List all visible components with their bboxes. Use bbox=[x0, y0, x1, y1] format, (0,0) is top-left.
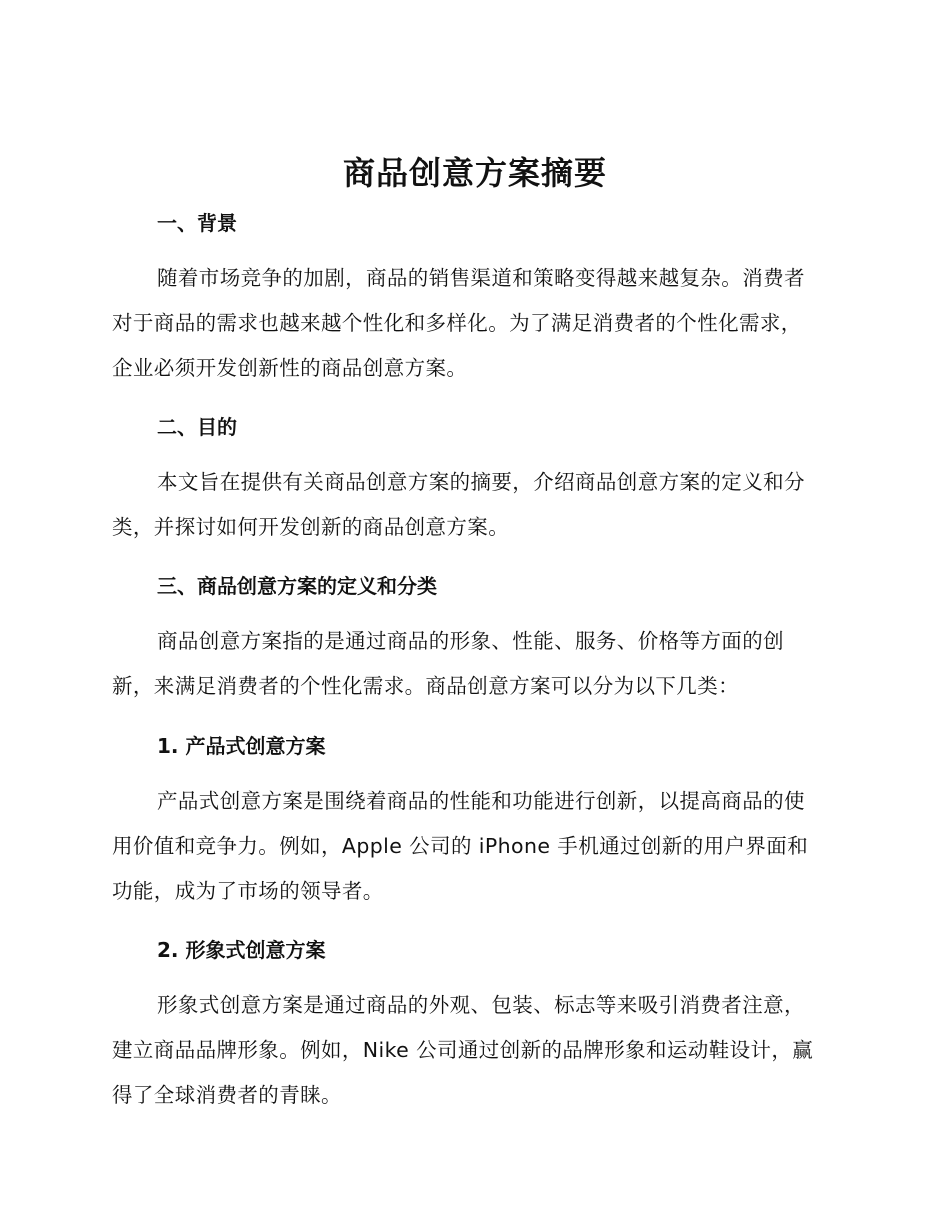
section-paragraph-image-type bbox=[112, 983, 842, 1118]
section-paragraph-purpose bbox=[112, 460, 842, 550]
paragraph-line: 对于商品的需求也越来越个性化和多样化。为了满足消费者的个性化需求， bbox=[112, 311, 802, 335]
paragraph-line: 产品式创意方案是围绕着商品的性能和功能进行创新，以提高商品的使 bbox=[157, 789, 805, 813]
section-heading-definition: 三、商品创意方案的定义和分类 bbox=[157, 574, 437, 598]
paragraph-line: 得了全球消费者的青睐。 bbox=[112, 1083, 342, 1107]
paragraph-line: 本文旨在提供有关商品创意方案的摘要，介绍商品创意方案的定义和分 bbox=[157, 470, 805, 494]
paragraph-line: 形象式创意方案是通过商品的外观、包装、标志等来吸引消费者注意， bbox=[157, 993, 805, 1017]
paragraph-line: 企业必须开发创新性的商品创意方案。 bbox=[112, 356, 468, 380]
section-heading-purpose: 二、目的 bbox=[157, 415, 237, 439]
section-paragraph-definition bbox=[112, 619, 842, 709]
paragraph-line: 建立商品品牌形象。例如，Nike 公司通过创新的品牌形象和运动鞋设计，赢 bbox=[112, 1038, 814, 1062]
section-paragraph-product-type bbox=[112, 779, 842, 914]
section-heading-background: 一、背景 bbox=[157, 211, 237, 235]
paragraph-line: 随着市场竞争的加剧，商品的销售渠道和策略变得越来越复杂。消费者 bbox=[157, 266, 805, 290]
section-heading-product-type: 1. 产品式创意方案 bbox=[157, 734, 326, 758]
section-paragraph-background bbox=[112, 256, 842, 391]
paragraph-line: 功能，成为了市场的领导者。 bbox=[112, 879, 384, 903]
section-heading-image-type: 2. 形象式创意方案 bbox=[157, 938, 326, 962]
paragraph-line: 新，来满足消费者的个性化需求。商品创意方案可以分为以下几类： bbox=[112, 674, 739, 698]
paragraph-line: 商品创意方案指的是通过商品的形象、性能、服务、价格等方面的创 bbox=[157, 629, 784, 653]
paragraph-line: 类，并探讨如何开发创新的商品创意方案。 bbox=[112, 515, 510, 539]
paragraph-line: 用价值和竞争力。例如，Apple 公司的 iPhone 手机通过创新的用户界面和 bbox=[112, 834, 809, 858]
document-title: 商品创意方案摘要 bbox=[342, 154, 607, 192]
